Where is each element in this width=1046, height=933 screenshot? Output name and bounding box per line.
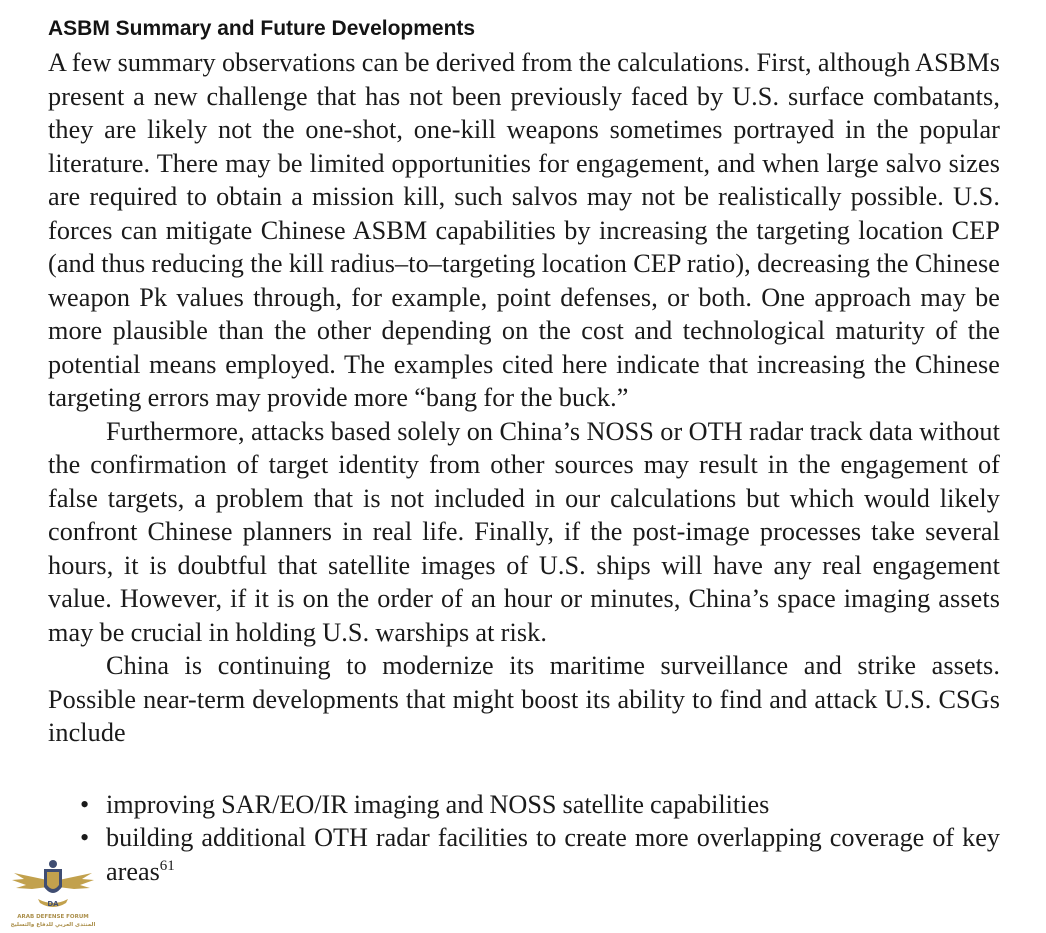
- watermark-name-arabic: المنتدى العربي للدفاع والتسليح: [10, 922, 96, 928]
- list-item-text: building additional OTH radar facilities to create more overlapping coverage of key areas: [106, 823, 1000, 886]
- developments-list: [48, 788, 1000, 889]
- document-page: [48, 14, 1000, 888]
- logo-letters: DA: [47, 900, 59, 908]
- list-item: [48, 821, 1000, 888]
- watermark-name: ARAB DEFENSE FORUM: [17, 914, 89, 920]
- bullet-marker: •: [80, 789, 90, 819]
- paragraph-summary: A few summary observations can be derived from the calculations. First, although ASBMs present a new challenge that has not been previously faced by U.S. surface combatants, they are likely not the one-shot, one-kill weapons sometimes portrayed in the popular literature. There may be limited opportunities for engagement, and when large salvo sizes are required to obtain a mission kill, such salvos may not be realistically possible. U.S. forces can mitigate Chinese ASBM capabilities by increasing the targeting location CEP (and thus reducing the kill radius–to–targeting location CEP ratio), decreasing the Chinese weapon Pk values through, for example, point defenses, or both. One approach may be more plausible than the other depending on the cost and technological maturity of the potential means employed. The examples cited here indicate that increasing the Chinese targeting errors may provide more “bang for the buck.”: [48, 48, 1000, 412]
- paragraph-modernize: China is continuing to modernize its maritime surveillance and strike assets. Possible near-term developments that might boost its ability to find and attack U.S. CSGs include: [48, 651, 1000, 747]
- arab-defense-forum-watermark: [8, 855, 98, 931]
- footnote-ref: 61: [159, 857, 175, 874]
- bullet-marker: •: [80, 823, 90, 852]
- list-item-text: improving SAR/EO/IR imaging and NOSS satellite capabilities: [106, 789, 770, 819]
- list-item: [48, 788, 1000, 822]
- paragraph-furthermore: Furthermore, attacks based solely on China’s NOSS or OTH radar track data without the confirmation of target identity from other sources may result in the engagement of false targets, a problem that is not included in our calculations but which would likely confront Chinese planners in real life. Finally, if the post-image processes take several hours, it is doubtful that satellite images of U.S. ships will have any real engagement value. However, if it is on the order of an hour or minutes, China’s space imaging assets may be crucial in holding U.S. warships at risk.: [48, 416, 1000, 647]
- section-heading: ASBM Summary and Future Developments: [48, 17, 476, 40]
- eagle-wings-logo-icon: [8, 855, 98, 913]
